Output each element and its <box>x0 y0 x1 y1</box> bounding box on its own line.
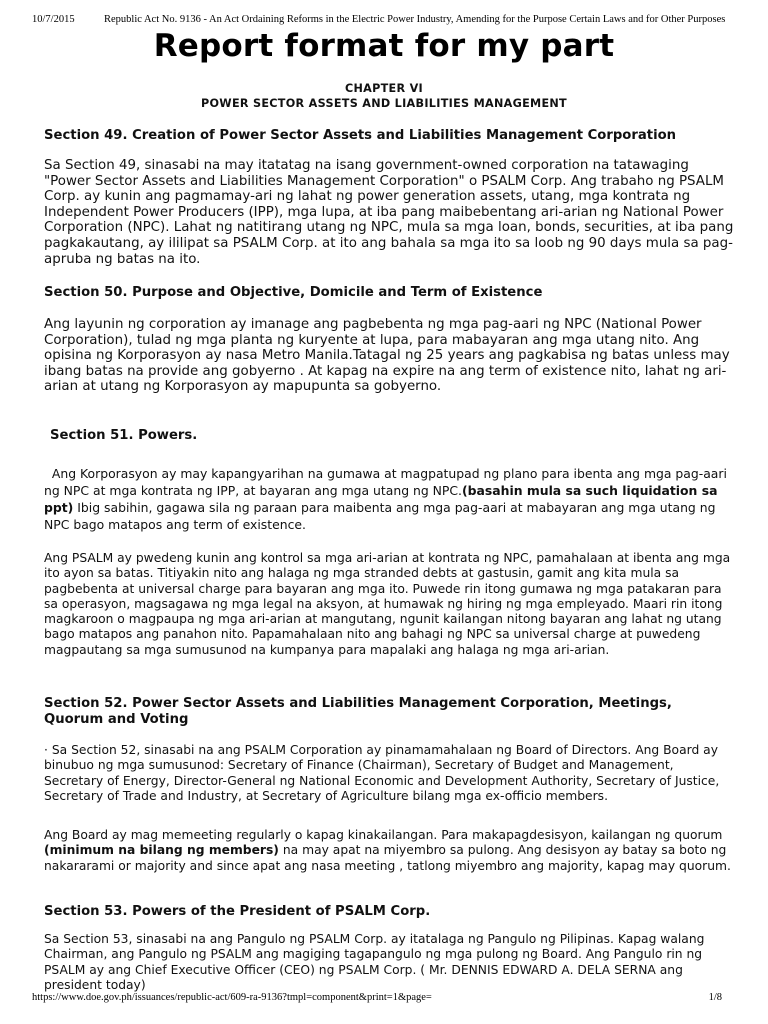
section-51-text-b: Ibig sabihin, gagawa sila ng paraan para maibenta ang mga pag-aari at mabayaran ang mga utang ng NPC bago matapos ang term of existence. <box>44 500 716 532</box>
print-title: Republic Act No. 9136 - An Act Ordaining Reforms in the Electric Power Industry, Amending for the Purpose Certain Laws and for Other Purposes <box>104 14 726 25</box>
section-52-text-a: Ang Board ay mag memeeting regularly o kapag kinakailangan. Para makapagdesisyon, kailangan ng quorum <box>44 828 723 842</box>
section-53-body: Sa Section 53, sinasabi na ang Pangulo ng PSALM Corp. ay itatalaga ng Pangulo ng Pilipinas. Kapag walang Chairman, ang Pangulo ng PSALM ang magiging tagapangulo ng mga pulong ng Board. Ang Pangulo rin ng PSALM ay ang Chief Executive Officer (CEO) ng PSALM Corp. ( Mr. DENNIS EDWARD A. DELA SERNA ang president today) <box>44 932 705 992</box>
chapter-subtitle: POWER SECTOR ASSETS AND LIABILITIES MANAGEMENT <box>201 97 567 110</box>
print-date: 10/7/2015 <box>32 14 75 25</box>
section-52-heading: Section 52. Power Sector Assets and Liabilities Management Corporation, Meetings, Quorum and Voting <box>44 696 672 727</box>
footer-url: https://www.doe.gov.ph/issuances/republic-act/609-ra-9136?tmpl=component&print=1&page= <box>32 992 432 1003</box>
bullet: · <box>44 743 48 757</box>
page-title: Report format for my part <box>153 28 615 64</box>
section-52-paragraph-2 <box>44 828 734 874</box>
section-52-paragraph-1 <box>44 743 734 804</box>
section-52-text-1: Sa Section 52, sinasabi na ang PSALM Corporation ay pinamamahalaan ng Board of Directors. Ang Board ay binubuo ng mga sumusunod: Secretary of Finance (Chairman), Secretary of Budget and Management, Secretary of Energy, Director-General ng National Economic and Development Authority, Secretary of Justice, Secretary of Trade and Industry, at Secretary of Agriculture bilang mga ex-officio members. <box>44 743 720 803</box>
section-50-heading: Section 50. Purpose and Objective, Domicile and Term of Existence <box>44 285 543 300</box>
chapter-label: CHAPTER VI <box>344 82 424 95</box>
section-49-heading: Section 49. Creation of Power Sector Assets and Liabilities Management Corporation <box>44 128 677 143</box>
section-51-paragraph-2: Ang PSALM ay pwedeng kunin ang kontrol sa mga ari-arian at kontrata ng NPC, pamahalaan at ibenta ang mga ito ayon sa batas. Titiyakin nito ang halaga ng mga stranded debts at gastusin, gamit ang kita mula sa pagbebenta at universal charge para bayaran ang mga ito. Puwede rin itong gumawa ng mga patakaran para sa operasyon, magsagawa ng mga legal na aksyon, at humawak ng hiring ng mga empleyado. Maari rin itong magkaroon o magpaupa ng mga ari-arian at mangutang, ngunit kailangan nitong bayaran ang lahat ng utang bago matapos ang panahon nito. Papamahalaan nito ang bahagi ng NPC sa universal charge at puwedeng magpautang sa mga sumusunod na kumpanya para mapalaki ang halaga ng mga ari-arian. <box>44 551 731 657</box>
section-49-body: Sa Section 49, sinasabi na may itatatag na isang government-owned corporation na tatawaging "Power Sector Assets and Liabilities Management Corporation" o PSALM Corp. Ang trabaho ng PSALM Corp. ay kunin ang pagmamay-ari ng lahat ng power generation assets, utang, mga kontrata ng Independent Power Producers (IPP), mga lupa, at iba pang maibebentang ari-arian ng National Power Corporation (NPC). Lahat ng natitirang utang ng NPC, mula sa mga loan, bonds, securities, at iba pang pagkakautang, ay ililipat sa PSALM Corp. at ito ang bahala sa mga ito sa loob ng 90 days mula sa pag-apruba ng batas na ito. <box>44 158 734 267</box>
section-52-bold-note: (minimum na bilang ng members) <box>44 843 279 858</box>
page-number: 1/8 <box>708 992 722 1003</box>
print-footer <box>32 992 736 1006</box>
section-51-paragraph-1 <box>44 465 734 533</box>
section-51-heading: Section 51. Powers. <box>50 428 198 443</box>
print-header <box>32 14 736 28</box>
section-50-body: Ang layunin ng corporation ay imanage ang pagbebenta ng mga pag-aari ng NPC (National Power Corporation), tulad ng mga planta ng kuryente at lupa, para mabayaran ang mga utang nito. Ang opisina ng Korporasyon ay nasa Metro Manila.Tatagal ng 25 years ang pagkabisa ng batas unless may ibang batas na provide ang gobyerno . At kapag na expire na ang term of existence nito, lahat ng ari-arian at utang ng Korporasyon ay mapupunta sa gobyerno. <box>44 317 730 395</box>
section-53-heading: Section 53. Powers of the President of PSALM Corp. <box>44 904 431 919</box>
section-52-text-b: na may apat na miyembro sa pulong. Ang desisyon ay batay sa boto ng nakararami or majority and since apat ang nasa meeting , tatlong miyembro ang majority, kapag may quorum. <box>44 843 731 873</box>
section-51-text-a: Ang Korporasyon ay may kapangyarihan na gumawa at magpatupad ng plano para ibenta ang mga pag-aari ng NPC at mga kontrata ng IPP, at bayaran ang mga utang ng NPC. <box>44 466 727 498</box>
section-51-bold-note: (basahin mula sa such liquidation sa ppt) <box>44 483 718 515</box>
